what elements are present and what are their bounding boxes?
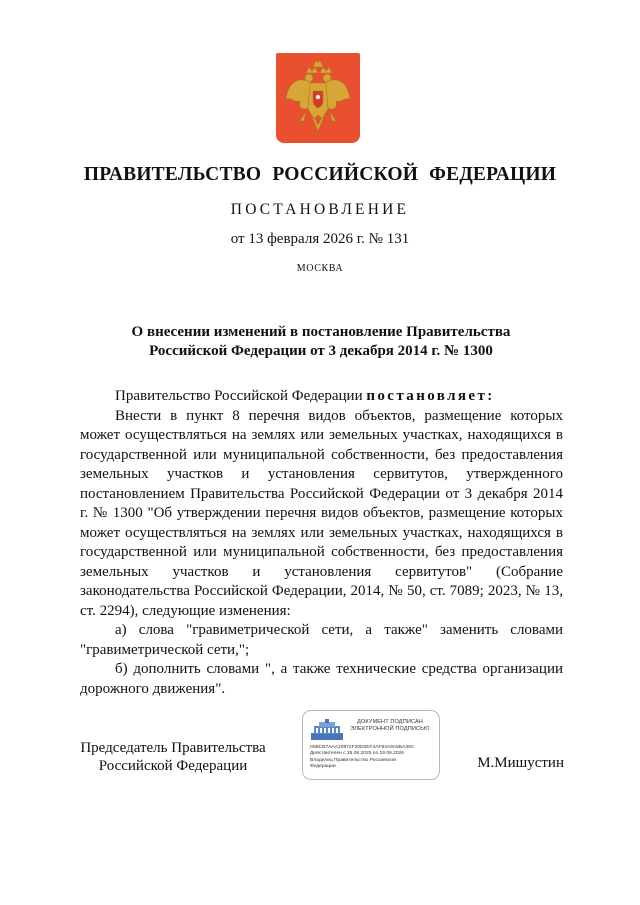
subject-line-1: О внесении изменений в постановление Правительства [131, 324, 511, 340]
government-title: ПРАВИТЕЛЬСТВО РОССИЙСКОЙ ФЕДЕРАЦИИ [83, 164, 557, 185]
subject-line-2: Российской Федерации от 3 декабря 2014 г. № 1300 [149, 343, 493, 359]
esign-header [343, 719, 437, 734]
body-paragraph-1: Внести в пункт 8 перечня видов объектов, размещение которых может осуществляться на землях или земельных участках, находящихся в государственной или муниципальной собственности, без предоставления земельных участков и установления сервитутов, утвержденного постановлением Правительства Российской Федерации от 3 декабря 2014 г. № 1300 "Об утверждении перечня видов объектов, размещение которых может осуществляться на землях или земельных участках, находящихся в государственной или муниципальной собственности, без предоставления земельных участков и установления сервитутов" (Собрание законодательства Российской Федерации, 2014, № 50, ст. 7089; 2023, № 13, ст. 2294), следующие изменения: [80, 407, 563, 619]
document-city: МОСКВА [296, 263, 344, 274]
government-building-icon [310, 719, 344, 741]
signer-name: М.Мишустин [477, 755, 564, 771]
intro-text: Правительство Российской Федерации [115, 388, 367, 404]
decree-keyword: постановляет: [366, 388, 495, 404]
body-paragraph-3: б) дополнить словами ", а также технические средства организации дорожного движения". [80, 661, 563, 697]
signer-title-line-2: Российской Федерации [98, 758, 248, 774]
body-paragraph-2: а) слова "гравиметрической сети, а также" заменить словами "гравиметрической сети,"; [80, 622, 563, 658]
coat-of-arms-icon [276, 53, 360, 143]
esign-header-line-2: ЭЛЕКТРОННОЙ ПОДПИСЬЮ [350, 726, 430, 733]
document-body [80, 387, 563, 699]
esign-owner-line-1: Владелец Правительство Российской [310, 757, 396, 763]
document-date-number: от 13 февраля 2026 г. № 131 [230, 231, 410, 247]
esign-validity: Действителен с 26.06.2025 по 19.09.2026 [310, 751, 404, 757]
document-type: ПОСТАНОВЛЕНИЕ [230, 201, 410, 218]
esign-certificate: 00BCB7AAA20972F20D0EF4AF84A9A5BA36C [310, 745, 415, 750]
esign-details [310, 745, 437, 770]
document-subject [80, 323, 562, 361]
signer-title-line-1: Председатель Правительства [80, 740, 266, 756]
electronic-signature-stamp [302, 710, 440, 780]
intro-paragraph [80, 387, 563, 407]
esign-header-line-1: ДОКУМЕНТ ПОДПИСАН [357, 719, 423, 725]
signer-title [70, 739, 276, 775]
esign-owner-line-2: Федерации [310, 763, 336, 769]
